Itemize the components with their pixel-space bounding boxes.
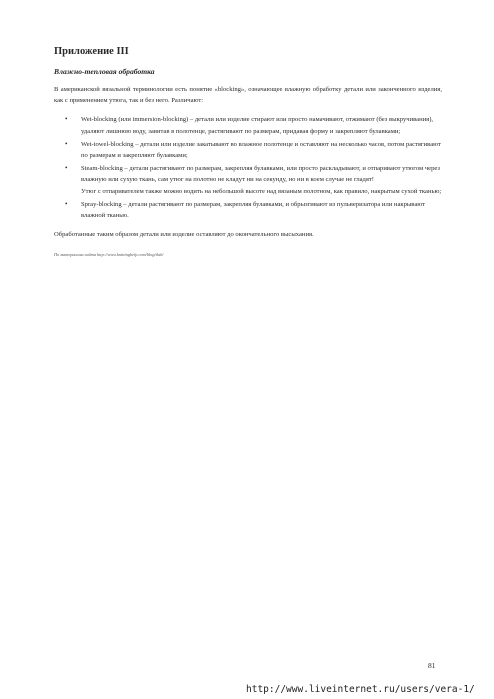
list-item [54,139,442,161]
source-url[interactable]: http://www.liveinternet.ru/users/vera-1/ [246,684,475,695]
section-subheading: Влажно-тепловая обработка [54,67,155,76]
list-item [54,114,442,136]
list-item [54,163,442,197]
list-item-text: Steam-blocking – детали растягивают по размерам, закрепляя булавками, или просто раскладывают, и отпаривают утюгом через влажную или сухую ткань, сам утюг на полотно не кладут ни на секунду, но ни в коем случае не гладят! [81,165,440,184]
page-number: 81 [428,661,436,670]
bullet-icon: • [65,115,68,124]
list-item-extra-text: Утюг с отпаривателем также можно водить на небольшой высоте над вязаным полотном, как правило, накрытым сухой тканью; [81,187,442,195]
intro-paragraph: В американской вязальной терминологии есть понятие «blocking», означающее влажную обработку детали или законченного изделия, как с применением утюга, так и без него. Различают: [54,86,442,105]
list-item-text: Wet-blocking (или immersion-blocking) – детали или изделие стирают или просто намачивают, отжимают (без выкручивания), удаляют лишнюю воду, завитав в полотенце, растягивают по размерам, придавая форму и закрепляют булавками; [81,116,434,135]
bullet-icon: • [65,139,68,148]
blocking-methods-list [54,114,442,221]
bullet-icon: • [65,199,68,208]
source-footnote: По материалам сайта http://www.knittinghelp.com/blog/tlab/ [54,252,164,258]
bullet-icon: • [65,164,68,173]
document-body [54,46,442,257]
list-item-text: Wet-towel-blocking – детали или изделие закатывают во влажное полотенце и оставляют на несколько часов, потом растягивают по размерам и закрепляют булавками; [81,140,441,160]
appendix-heading: Приложение III [54,46,129,57]
list-item-text: Spray-blocking – детали растягивают по размерам, закрепляя булавками, и обрызгивают из пульверизатора или накрывают влажной тканью. [81,200,425,220]
list-item [54,199,442,221]
closing-paragraph: Обработанные таким образом детали или изделие оставляют до окончательного высыхания. [54,231,314,239]
